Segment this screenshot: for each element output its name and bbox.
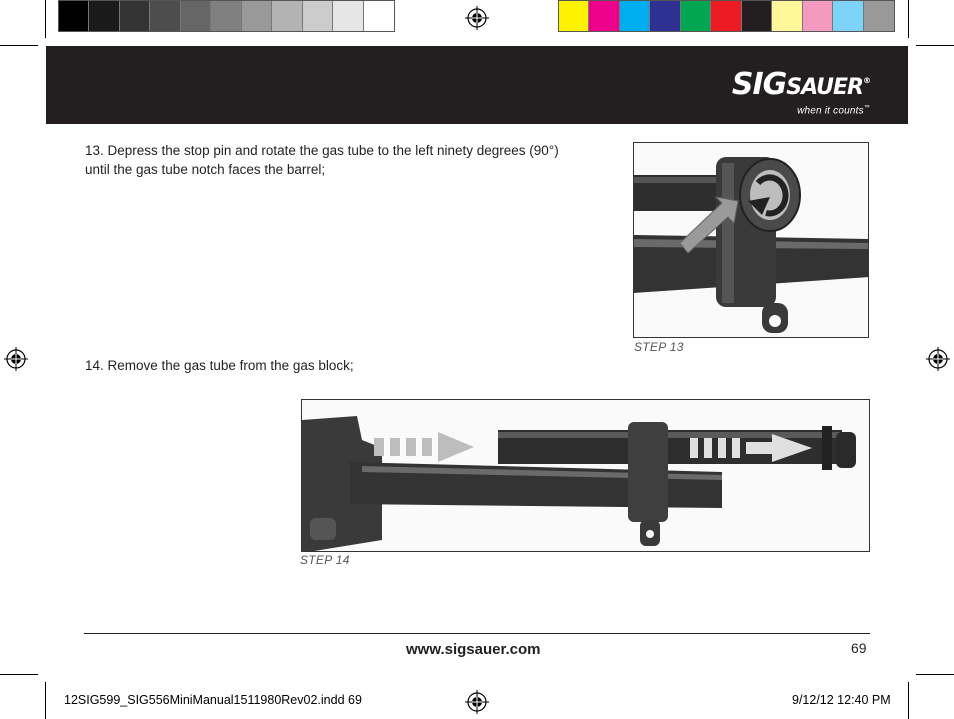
gray-swatch-11 (364, 1, 394, 31)
registration-mark-top (465, 6, 489, 30)
gray-swatch-10 (333, 1, 363, 31)
gray-swatch-2 (89, 1, 119, 31)
gray-swatch-6 (211, 1, 241, 31)
step-13-photo (633, 142, 869, 338)
gas-block-rotation-illustration (634, 143, 869, 338)
color-swatch-5 (681, 1, 711, 31)
step-14-caption: STEP 14 (300, 553, 350, 567)
crop-mark-bottom-right-h (916, 674, 954, 675)
logo-wordmark (732, 66, 870, 103)
gray-swatch-5 (181, 1, 211, 31)
crop-mark-top-left-v (45, 0, 46, 38)
footer-rule (84, 633, 870, 634)
gray-swatch-3 (120, 1, 150, 31)
page-header (46, 46, 908, 124)
crop-mark-top-right-v (908, 0, 909, 38)
gray-swatch-4 (150, 1, 180, 31)
page-number: 69 (851, 640, 867, 656)
step-13-text (85, 141, 615, 179)
slug-filename: 12SIG599_SIG556MiniManual1511980Rev02.indd 69 (64, 693, 362, 707)
logo-sauer: SAUER (786, 75, 863, 100)
crop-mark-bottom-right-v (908, 682, 909, 719)
step-13-caption: STEP 13 (634, 340, 684, 354)
registration-mark-bottom (465, 690, 489, 714)
gray-swatch-8 (272, 1, 302, 31)
color-swatch-9 (803, 1, 833, 31)
gray-swatch-7 (242, 1, 272, 31)
registration-mark-left (4, 347, 28, 371)
color-swatch-6 (711, 1, 741, 31)
logo-sig: SIG (731, 67, 787, 102)
crop-mark-top-left-h (0, 45, 38, 46)
step-14-text: 14. Remove the gas tube from the gas block; (85, 358, 354, 373)
color-swatch-4 (650, 1, 680, 31)
color-swatch-7 (742, 1, 772, 31)
step-13-line-1: 13. Depress the stop pin and rotate the gas tube to the left ninety degrees (90°) (85, 143, 559, 158)
gas-tube-removal-illustration (302, 400, 870, 552)
color-swatch-1 (559, 1, 589, 31)
registration-mark-right (926, 347, 950, 371)
color-swatch-10 (833, 1, 863, 31)
crop-mark-bottom-left-h (0, 674, 38, 675)
crop-mark-bottom-left-v (45, 682, 46, 719)
sig-sauer-logo (732, 66, 870, 116)
color-swatch-3 (620, 1, 650, 31)
step-14-photo (301, 399, 870, 552)
gray-calibration-bar (58, 0, 395, 32)
color-swatch-8 (772, 1, 802, 31)
color-calibration-bar (558, 0, 895, 32)
logo-tagline: when it counts™ (797, 105, 870, 117)
color-swatch-11 (864, 1, 894, 31)
slug-datetime: 9/12/12 12:40 PM (792, 693, 891, 707)
gray-swatch-1 (59, 1, 89, 31)
crop-mark-top-right-h (916, 45, 954, 46)
footer-url[interactable]: www.sigsauer.com (406, 641, 541, 658)
logo-registered: ® (863, 76, 870, 85)
color-swatch-2 (589, 1, 619, 31)
step-13-line-2: until the gas tube notch faces the barrel; (85, 162, 326, 177)
gray-swatch-9 (303, 1, 333, 31)
